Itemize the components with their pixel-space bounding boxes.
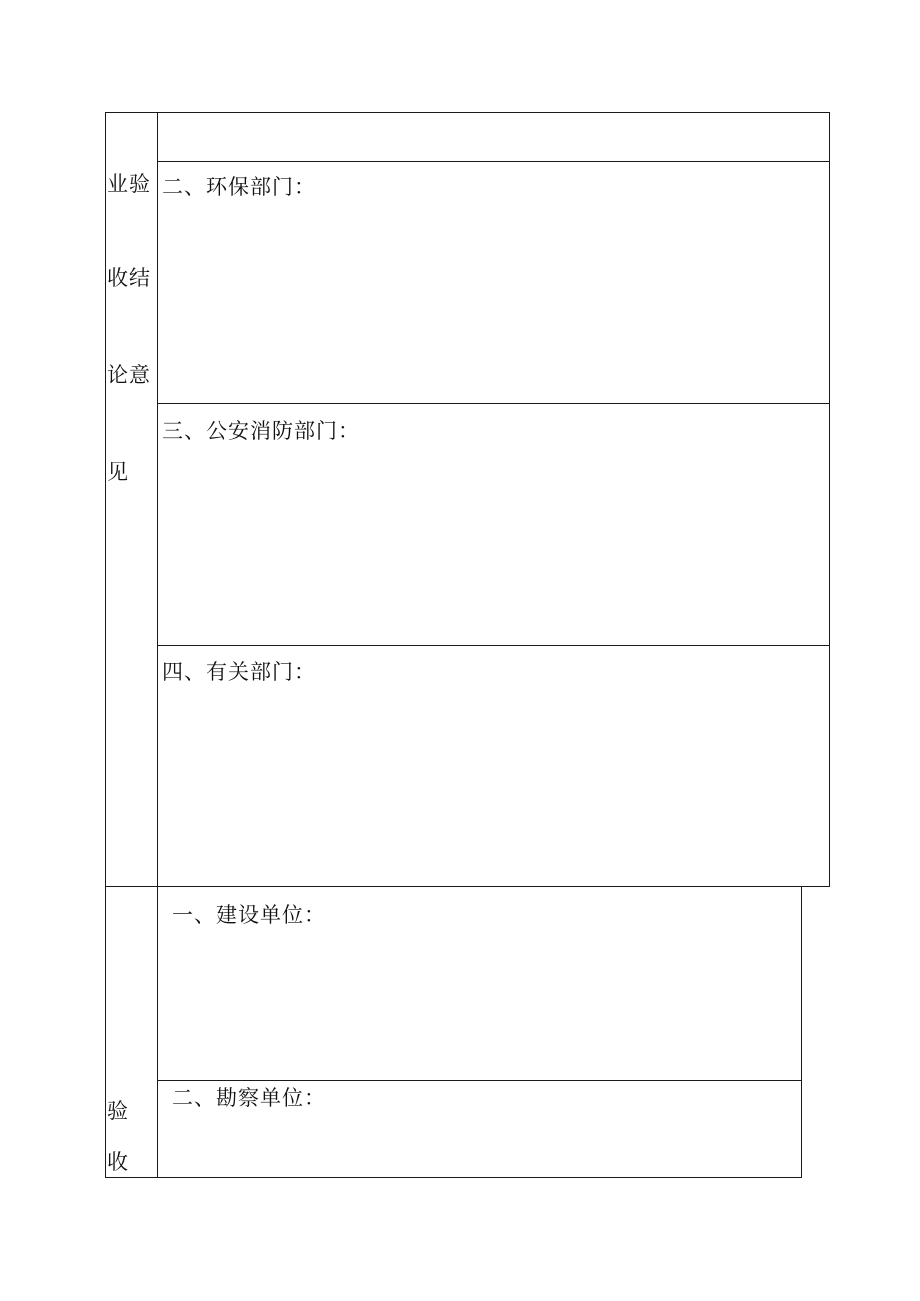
comment-area-construction[interactable] <box>160 933 798 1077</box>
lower-table-right-border <box>801 886 802 1178</box>
section-label-fire-dept: 三、公安消防部门： <box>162 419 360 443</box>
upper-table-top-border <box>105 112 830 113</box>
comment-area-survey[interactable] <box>160 1113 798 1175</box>
lower-table-bottom-border <box>105 1177 802 1178</box>
lower-table-left-border <box>105 886 106 1178</box>
upper-table-left-border <box>105 112 106 887</box>
comment-area-environmental[interactable] <box>160 205 826 400</box>
section-label-environmental-dept: 二、环保部门： <box>162 175 316 199</box>
lower-side-label-line: 收 <box>107 1150 129 1174</box>
lower-table-column-divider <box>157 886 158 1178</box>
upper-table-row-divider <box>157 161 830 162</box>
upper-side-label-line: 见 <box>107 460 129 484</box>
comment-area-fire[interactable] <box>160 448 826 642</box>
upper-table-row-divider <box>157 645 830 646</box>
upper-side-label-line: 业验 <box>107 172 151 196</box>
comment-area-related[interactable] <box>160 690 826 883</box>
upper-table-bottom-border <box>105 886 830 887</box>
upper-side-label-line: 收结 <box>107 266 151 290</box>
section-label-construction-unit: 一、建设单位： <box>172 903 326 927</box>
upper-table-row-divider <box>157 403 830 404</box>
upper-side-label-line: 论意 <box>107 363 151 387</box>
section-label-survey-unit: 二、勘察单位： <box>172 1086 326 1110</box>
upper-table-right-border <box>829 112 830 887</box>
section-label-related-dept: 四、有关部门： <box>162 660 316 684</box>
lower-table-row-divider <box>157 1080 802 1081</box>
upper-table-column-divider <box>157 112 158 887</box>
lower-side-label-line: 验 <box>107 1099 129 1123</box>
